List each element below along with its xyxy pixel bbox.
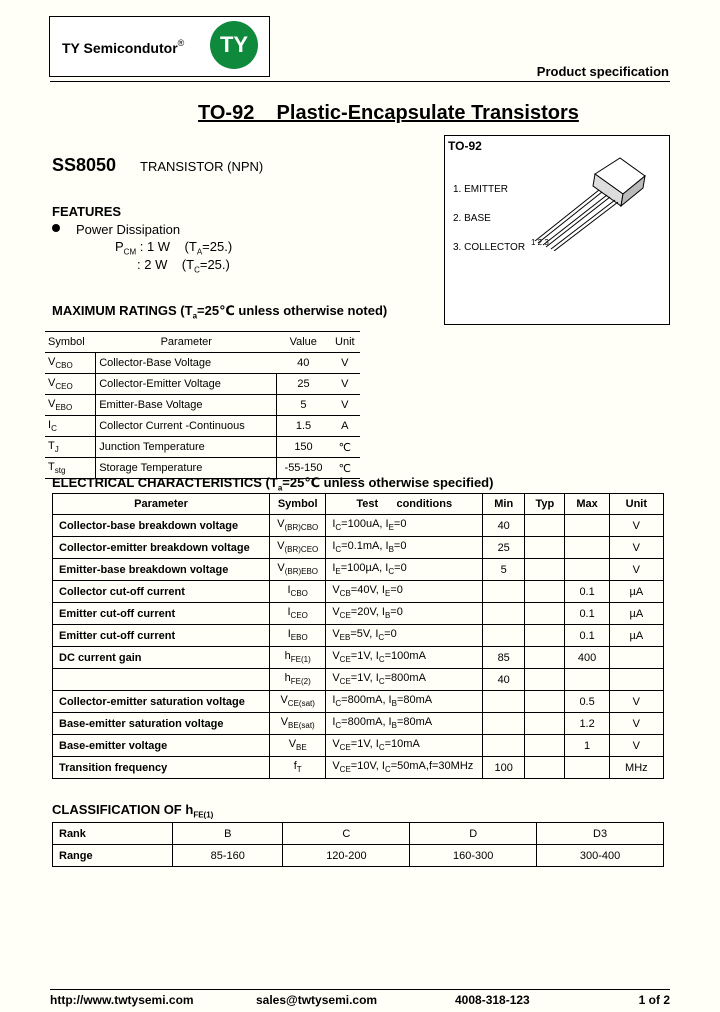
table-row: $V_{CEO}$ Collector-Emitter Voltage 25 V (45, 374, 360, 395)
header-divider (50, 81, 670, 82)
table-row: Rank B C D D3 (53, 823, 664, 845)
part-number: SS8050 (52, 155, 117, 175)
part-type: TRANSISTOR (NPN) (140, 159, 264, 174)
col-value: Value (277, 332, 330, 353)
range-label: Range (53, 845, 173, 867)
electrical-table (52, 493, 664, 779)
package-name: TO-92 (448, 139, 482, 153)
col-unit: Unit (609, 494, 663, 515)
footer-page: 1 of 2 (638, 993, 670, 1007)
table-row: Transition frequency $f_T$ $V_{CE}=10V$, $I_C=50mA,f=30MHz$ 100 MHz (53, 757, 664, 779)
table-row: Collector-base breakdown voltage $V_{(BR)CBO}$ $I_C=100uA$, $I_E=0$ 40 V (53, 515, 664, 537)
ty-logo-icon: TY (210, 21, 258, 69)
table-row: Base-emitter saturation voltage $V_{BE(sat)}$ $I_C=800mA$, $I_B=80mA$ 1.2 V (53, 713, 664, 735)
col-parameter: Parameter (53, 494, 270, 515)
table-row: Collector-emitter saturation voltage $V_{CE(sat)}$ $I_C=800mA$, $I_B=80mA$ 0.5 V (53, 691, 664, 713)
table-row: DC current gain $h_{FE(1)}$ $V_{CE}=1V$, $I_C=100mA$ 85 400 (53, 647, 664, 669)
max-ratings-table (45, 331, 360, 479)
footer-email[interactable]: sales@twtysemi.com (256, 993, 378, 1007)
max-ratings-heading: MAXIMUM RATINGS ($T_a=25℃$ unless otherwise noted) (52, 303, 388, 321)
table-row: Emitter cut-off current $I_{EBO}$ $V_{EB}=5V$, $I_C=0$ 0.1 µA (53, 625, 664, 647)
col-max: Max (565, 494, 609, 515)
classification-heading: CLASSIFICATION OF $h_{FE(1)}$ (52, 802, 214, 820)
table-row: Emitter cut-off current $I_{CEO}$ $V_{CE}=20V$, $I_B=0$ 0.1 µA (53, 603, 664, 625)
package-box (444, 135, 670, 325)
to92-package-icon (525, 146, 655, 251)
pin-2-label: 2. BASE (453, 213, 491, 224)
col-unit: Unit (330, 332, 360, 353)
col-parameter: Parameter (96, 332, 277, 353)
feature-power: Power Dissipation (76, 222, 181, 237)
bullet-icon (52, 224, 60, 232)
footer-phone: 4008-318-123 (455, 993, 530, 1007)
rank-label: Rank (53, 823, 173, 845)
col-conditions: Test conditions (326, 494, 483, 515)
brand-name: TY Semicondutor® (62, 38, 185, 56)
col-symbol: Symbol (45, 332, 96, 353)
table-row: Collector cut-off current $I_{CBO}$ $V_{CB}=40V$, $I_E=0$ 0.1 µA (53, 581, 664, 603)
col-min: Min (483, 494, 525, 515)
electrical-heading: ELECTRICAL CHARACTERISTICS ($T_a=25℃$ unless otherwise specified) (52, 475, 494, 493)
footer-url[interactable]: http://www.twtysemi.com (50, 993, 194, 1007)
footer-divider (50, 989, 670, 990)
features-heading: FEATURES (52, 204, 122, 219)
feature-pcm-2: : 2 W $(T_C=25.)$ (137, 257, 230, 275)
table-row: $V_{CBO}$ Collector-Base Voltage 40 V (45, 353, 360, 374)
col-typ: Typ (525, 494, 565, 515)
table-row: $V_{EBO}$ Emitter-Base Voltage 5 V (45, 395, 360, 416)
feature-pcm-1: $P_{CM}$ : 1 W $(T_A=25.)$ (115, 239, 233, 257)
col-symbol: Symbol (270, 494, 326, 515)
table-row: Emitter-base breakdown voltage $V_{(BR)EBO}$ $I_E=100\mu A$, $I_C=0$ 5 V (53, 559, 664, 581)
pin-numbers: 1 2 3 (531, 238, 549, 247)
pin-3-label: 3. COLLECTOR (453, 242, 526, 253)
table-row: $T_{stg}$ Storage Temperature -55-150 ℃ (45, 458, 360, 479)
page-title: TO-92 Plastic-Encapsulate Transistors (198, 102, 579, 124)
table-row: $I_C$ Collector Current -Continuous 1.5 A (45, 416, 360, 437)
table-row: Base-emitter voltage $V_{BE}$ $V_{CE}=1V$, $I_C=10mA$ 1 V (53, 735, 664, 757)
table-row: $h_{FE(2)}$ $V_{CE}=1V$, $I_C=800mA$ 40 (53, 669, 664, 691)
table-row: $T_J$ Junction Temperature 150 ℃ (45, 437, 360, 458)
table-row: Range 85-160 120-200 160-300 300-400 (53, 845, 664, 867)
pin-1-label: 1. EMITTER (453, 184, 509, 195)
table-row: Collector-emitter breakdown voltage $V_{(BR)CEO}$ $I_C=0.1mA$, $I_B=0$ 25 V (53, 537, 664, 559)
spec-label: Product specification (536, 64, 669, 79)
classification-table (52, 822, 664, 867)
